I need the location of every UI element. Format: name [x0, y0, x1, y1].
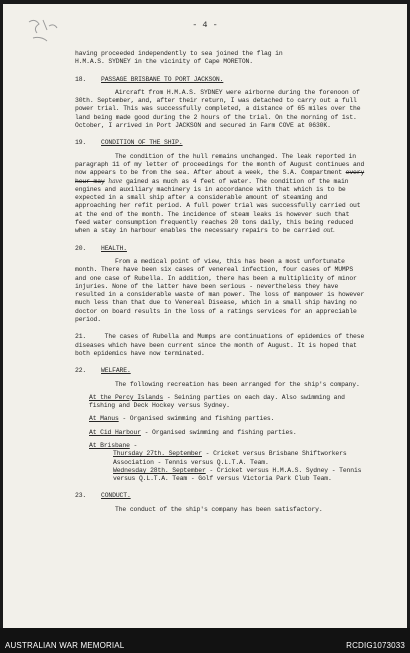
- location-label: At Cid Harbour: [89, 428, 141, 436]
- section-19-heading: [75, 139, 367, 147]
- handwritten-correction: have: [108, 177, 123, 185]
- section-title: PASSAGE BRISBANE TO PORT JACKSON.: [101, 75, 224, 83]
- welfare-item-brisbane: [75, 442, 367, 450]
- section-number: 18.: [75, 75, 87, 83]
- welfare-item-manus: [75, 415, 367, 423]
- page-number: - 4 -: [192, 20, 218, 30]
- welfare-item-cid-harbour: [75, 429, 367, 437]
- item-text: - Cricket versus Brisbane Shiftworkers Association - Tennis versus Q.L.T.A. Team.: [113, 450, 347, 466]
- item-text: - Organised swimming and fishing parties.: [118, 415, 275, 423]
- item-text: -: [129, 441, 138, 449]
- welfare-entry-thursday: [75, 450, 367, 467]
- section-title: HEALTH.: [101, 244, 127, 252]
- section-23-paragraph: The conduct of the ship's company has been satisfactory.: [115, 505, 323, 513]
- item-text: - Organised swimming and fishing parties.: [140, 428, 297, 436]
- section-18-heading: [75, 76, 367, 84]
- section-23-heading: [75, 492, 367, 500]
- handwritten-correction: out.: [323, 227, 335, 235]
- section-21-paragraph: [75, 333, 367, 358]
- date-label: Wednesday 28th. September: [113, 466, 206, 474]
- document-body: [75, 50, 367, 514]
- section-number: 23.: [75, 492, 87, 500]
- archive-footer-bar: [0, 628, 410, 653]
- archive-name: AUSTRALIAN WAR MEMORIAL: [5, 641, 125, 650]
- paragraph-text: The cases of Rubella and Mumps are continuations of epidemics of these diseases which have been current since the month of August. It is hoped that both epidemics have now terminated.: [75, 333, 365, 357]
- document-page: [3, 4, 407, 628]
- location-label: At Manus: [89, 415, 119, 423]
- section-number: 22.: [75, 367, 87, 375]
- section-title: WELFARE.: [101, 367, 131, 375]
- welfare-entry-wednesday: [75, 467, 367, 484]
- section-title: CONDITION OF THE SHIP.: [101, 139, 183, 147]
- record-id: RCDIG1073033: [346, 641, 405, 650]
- intro-line-2: H.M.A.S. SYDNEY in the vicinity of Cape MORETON.: [75, 58, 253, 66]
- location-label: At the Percy Islands: [89, 393, 164, 401]
- paragraph-text: The condition of the hull remains unchanged. The leak reported in paragraph 11 of my letter of proceedings for the month of August continues and now appears to be from the sea. After about a week, the S.A. Compartment: [75, 152, 365, 177]
- welfare-item-percy-islands: [75, 394, 367, 411]
- paragraph-text: gained as much as 4 feet of water. The condition of the main engines and auxiliary machinery is in accordance with that which is to be expected in a small ship after a considerable amount of steaming and approaching her refit period. A full power trial was successfully carried out at the end of the month. The incidence of steam leaks is however such that feed water consumption frequently reaches 20 tons daily, this being reduced when a stay in harbour enables the necessary repairs to be carried: [75, 177, 361, 235]
- section-title: CONDUCT.: [101, 492, 131, 500]
- section-22-intro: The following recreation has been arranged for the ship's company.: [115, 380, 360, 388]
- location-label: At Brisbane: [89, 441, 130, 449]
- section-20-heading: [75, 245, 367, 253]
- section-20-paragraph: From a medical point of view, this has been a most unfortunate month. There have been six cases of venereal infection, four cases of MUMPS and one case of Rubella. In addition, there has been a multiplicity of minor injuries. None of the latter have been serious - nevertheless they have resulted in a considerable waste of man power. The loss of manpower is however much less than that due to Venereal Disease, which in a small ship having no doctor on board results in the loss of a ratings services for an appreciable period.: [75, 257, 365, 324]
- item-text: - Cricket versus H.M.A.S. Sydney - Tennis versus Q.L.T.A. Team - Golf versus Victoria Park Club Team.: [113, 466, 362, 483]
- section-number: 21.: [75, 333, 87, 341]
- section-22-heading: [75, 367, 367, 375]
- struck-out-text: every hour may: [75, 169, 365, 185]
- section-number: 20.: [75, 244, 87, 252]
- intro-line-1: having proceeded independently to sea joined the flag in: [75, 50, 283, 57]
- section-19-paragraph: [75, 153, 367, 236]
- item-text: - Seining parties on each day. Also swimming and fishing and Deck Hockey versus Sydney.: [89, 393, 345, 410]
- section-18-paragraph: Aircraft from H.M.A.S. SYDNEY were airborne during the forenoon of 30th. September, and, after their return, I was detached to carry out a full power trial. This was successfully completed, a distance of 65 miles over the land being made good during the 2 hours of the trial. On the morning of 1st. October, I arrived in Port JACKSON and secured in Farm COVE at 0630K.: [75, 88, 361, 130]
- section-number: 19.: [75, 139, 87, 147]
- date-label: Thursday 27th. September: [113, 450, 202, 458]
